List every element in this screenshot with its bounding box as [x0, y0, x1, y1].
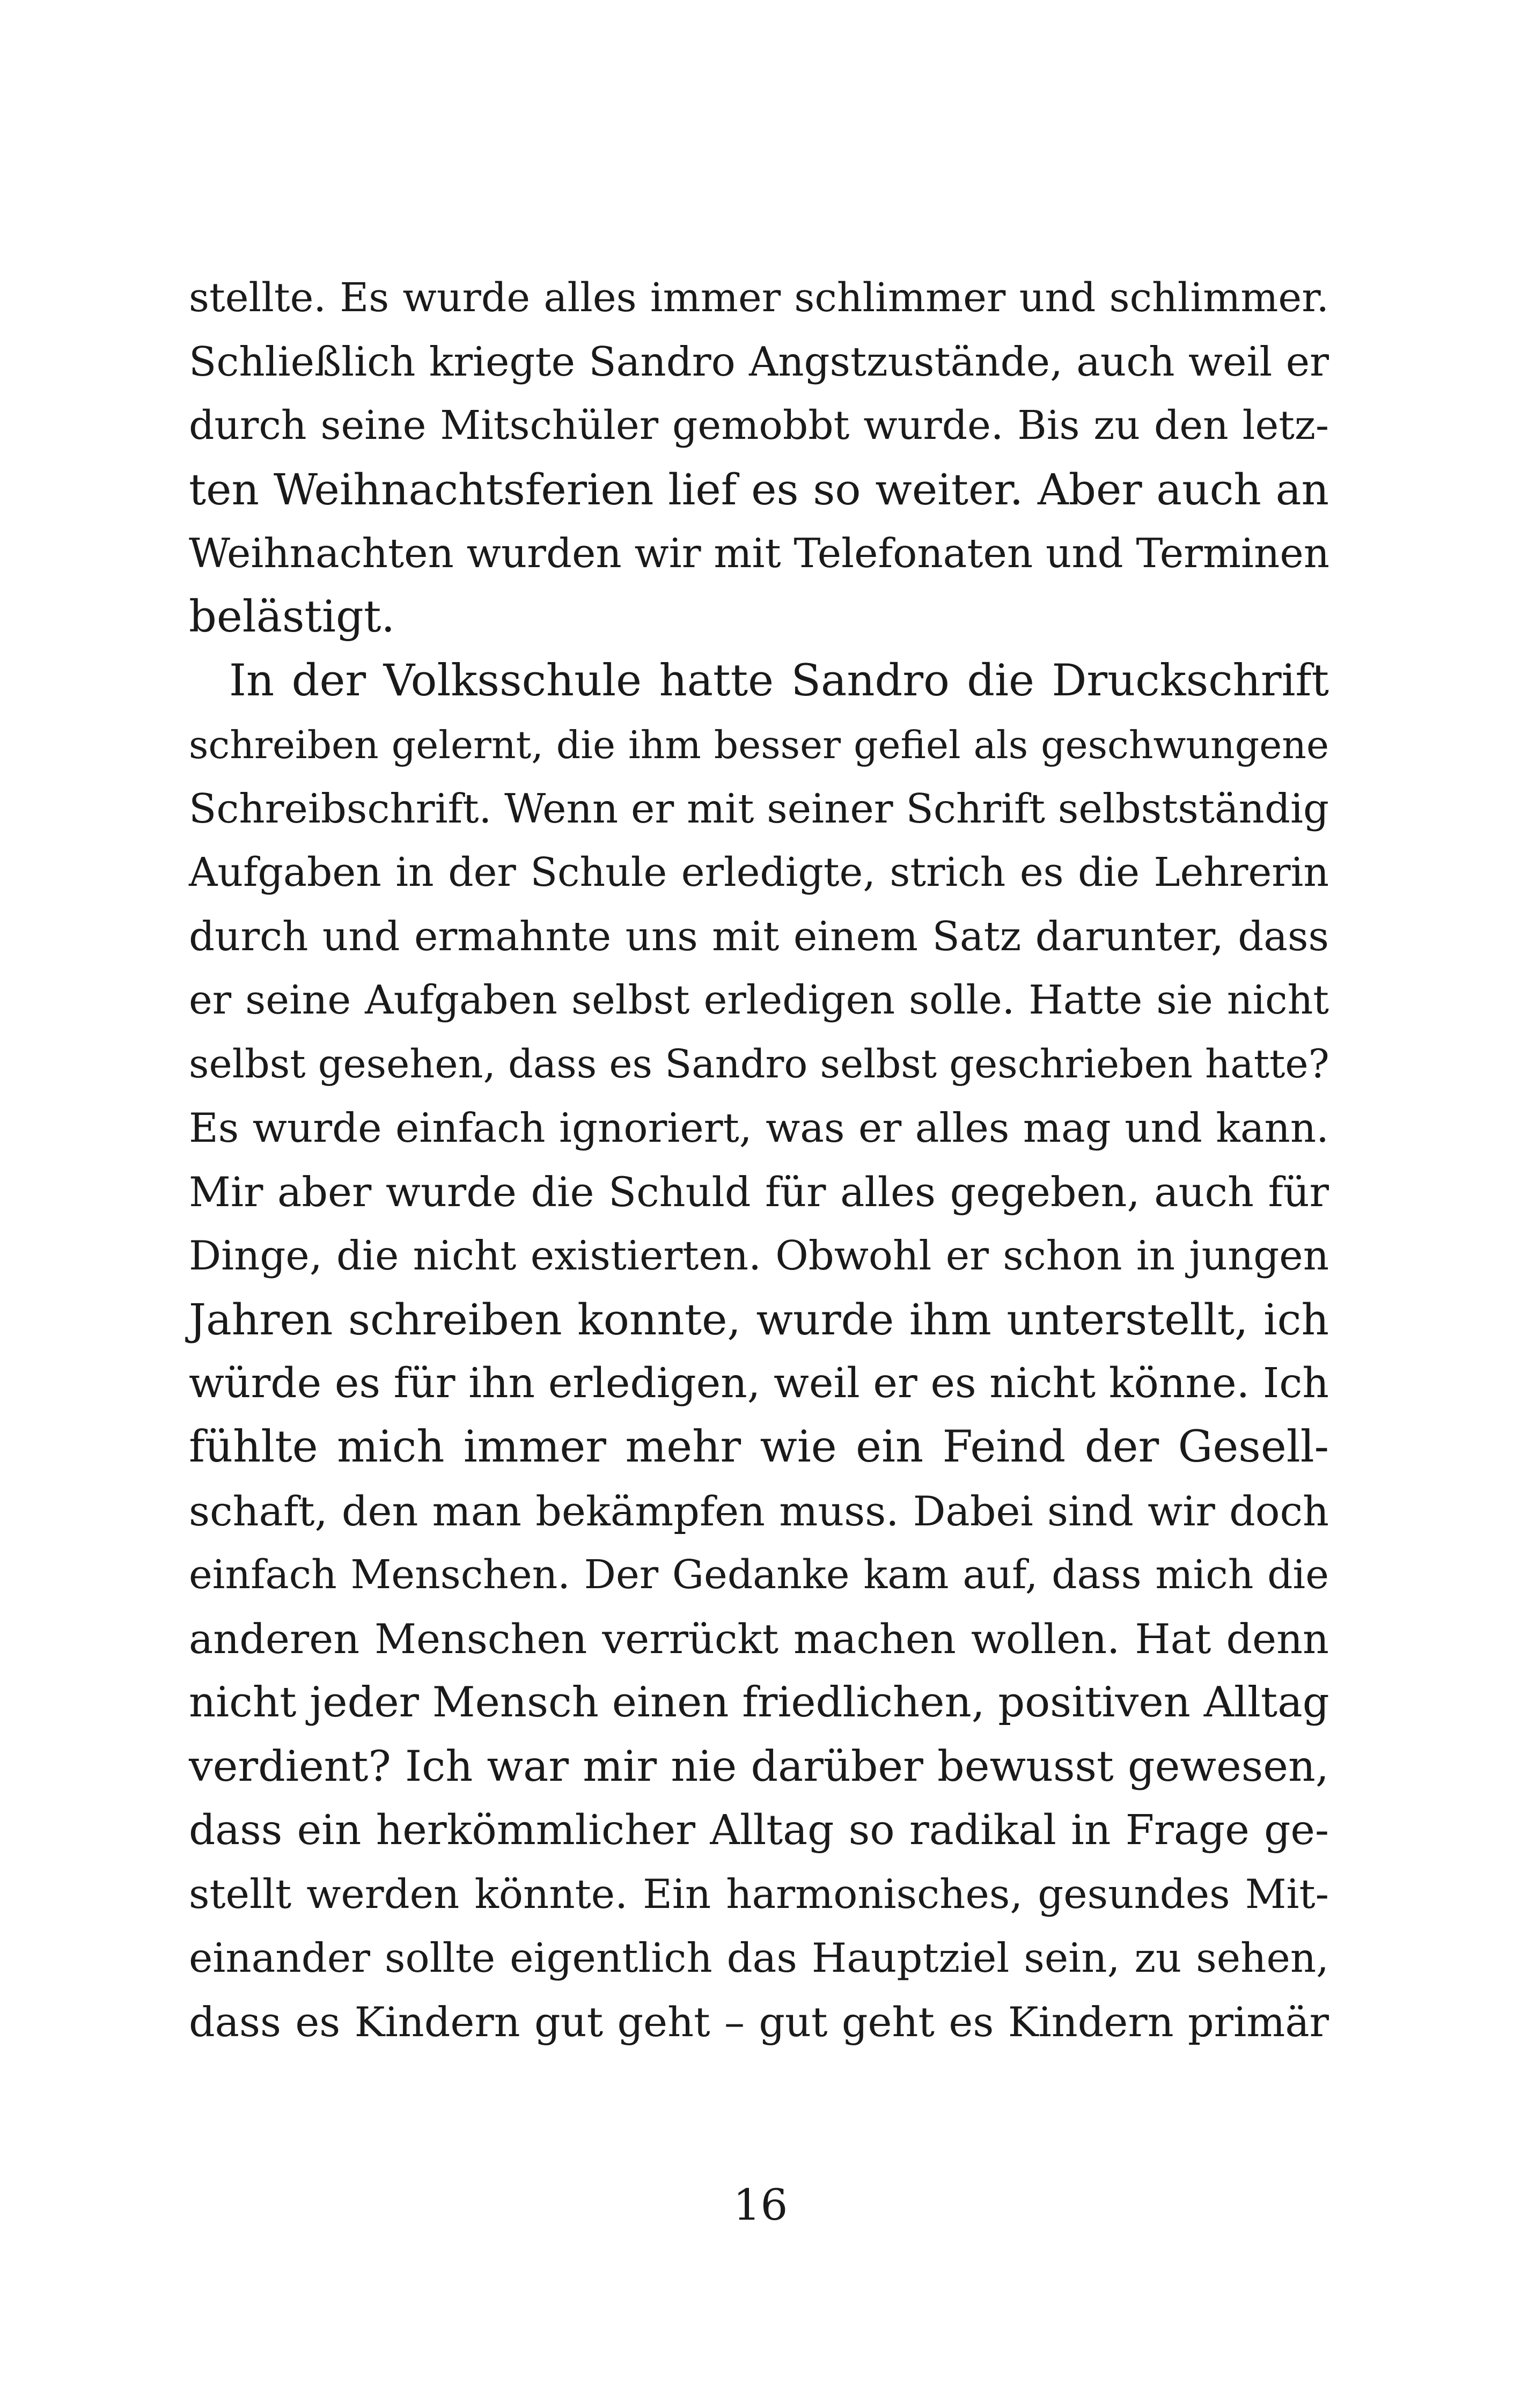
text-line: ten Weihnachtsferien lief es so weiter. Aber auch an: [189, 465, 1329, 515]
text-line: einfach Menschen. Der Gedanke kam auf, dass mich die: [189, 1552, 1329, 1598]
text-line: belästigt.: [189, 592, 395, 642]
text-line: Mir aber wurde die Schuld für alles gegeben, auch für: [189, 1168, 1329, 1216]
text-line: stellt werden könnte. Ein harmonisches, gesundes Mit-: [189, 1870, 1329, 1918]
text-line: dass es Kindern gut geht – gut geht es Kindern primär: [189, 1998, 1329, 2046]
text-line: dass ein herkömmlicher Alltag so radikal in Frage ge-: [189, 1807, 1329, 1854]
page-number: 16: [733, 2180, 788, 2230]
text-line: In der Volksschule hatte Sandro die Druckschrift: [229, 656, 1329, 706]
text-line: nicht jeder Mensch einen friedlichen, positiven Alltag: [189, 1678, 1329, 1727]
text-line: Weihnachten wurden wir mit Telefonaten und Terminen: [189, 530, 1330, 577]
text-line: schreiben gelernt, die ihm besser gefiel als geschwungene: [189, 723, 1329, 767]
body-text: [189, 266, 1329, 2054]
text-line: Jahren schreiben konnte, wurde ihm unterstellt, ich: [189, 1295, 1329, 1345]
text-line: Schließlich kriegte Sandro Angstzustände, auch weil er: [189, 338, 1329, 385]
text-line: er seine Aufgaben selbst erledigen solle. Hatte sie nicht: [189, 977, 1329, 1023]
text-line: verdient? Ich war mir nie darüber bewusst gewesen,: [189, 1742, 1329, 1791]
text-line: durch seine Mitschüler gemobbt wurde. Bis zu den letz-: [189, 402, 1329, 449]
text-line: selbst gesehen, dass es Sandro selbst geschrieben hatte?: [189, 1041, 1329, 1087]
text-line: stellte. Es wurde alles immer schlimmer und schlimmer.: [189, 275, 1329, 321]
text-line: Schreibschrift. Wenn er mit seiner Schrift selbstständig: [189, 785, 1329, 832]
text-line: fühlte mich immer mehr wie ein Feind der Gesell-: [189, 1422, 1329, 1472]
text-line: Aufgaben in der Schule erledigte, strich es die Lehrerin: [189, 849, 1329, 895]
text-line: anderen Menschen verrückt machen wollen. Hat denn: [189, 1615, 1329, 1663]
text-line: würde es für ihn erledigen, weil er es nicht könne. Ich: [189, 1360, 1329, 1407]
text-line: Es wurde einfach ignoriert, was er alles mag und kann.: [189, 1104, 1329, 1151]
text-line: einander sollte eigentlich das Hauptziel sein, zu sehen,: [189, 1934, 1329, 1981]
text-line: Dinge, die nicht existierten. Obwohl er schon in jungen: [189, 1232, 1329, 1279]
text-line: schaft, den man bekämpfen muss. Dabei sind wir doch: [189, 1487, 1329, 1535]
text-line: durch und ermahnte uns mit einem Satz darunter, dass: [189, 913, 1329, 960]
